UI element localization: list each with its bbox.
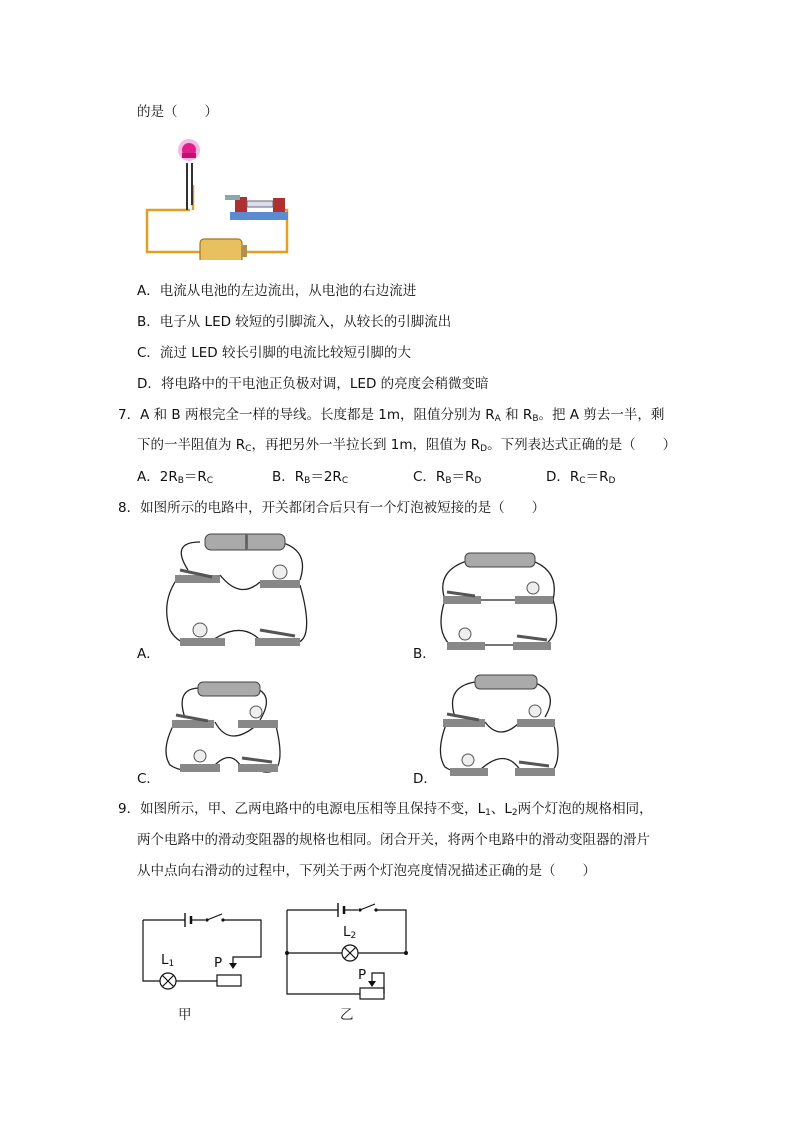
q8-label-c: C． xyxy=(137,771,160,787)
q7-option-c: C．$R_B=R_D$ xyxy=(413,469,482,486)
q6-option-d: D．将电路中的干电池正负极对调，LED 的亮度会稍微变暗 xyxy=(137,376,489,392)
led-circuit-figure xyxy=(135,135,305,260)
q7-option-a: A．$2R_B=R_C$ xyxy=(137,469,214,486)
q6-option-b: B．电子从 LED 较短的引脚流入，从较长的引脚流出 xyxy=(137,314,452,330)
q8-label-a: A． xyxy=(137,646,160,662)
q9-stem-line3: 从中点向右滑动的过程中，下列关于两个灯泡亮度情况描述正确的是（ ） xyxy=(137,863,596,879)
q7-option-d: D．$R_C=R_D$ xyxy=(546,469,616,486)
q9-yi-lamp-label: $L_2$ xyxy=(343,924,357,941)
q6-tail: 的是（ ） xyxy=(137,104,218,120)
q9-jia-slider-label: P xyxy=(214,955,223,971)
q9-yi-slider-label: P xyxy=(358,967,367,983)
q8-figure-a xyxy=(160,530,320,655)
q8-figure-c xyxy=(160,680,300,780)
q7-stem-line1: 7．A 和 B 两根完全一样的导线。长度都是 1m，阻值分别为 $R_A$ 和 $R_B$。把 A 剪去一半，剩 xyxy=(118,407,665,424)
q8-figure-b xyxy=(435,550,565,660)
q9-circuit-jia xyxy=(135,905,275,1000)
q6-option-c: C．流过 LED 较长引脚的电流比较短引脚的大 xyxy=(137,345,411,361)
q9-yi-caption: 乙 xyxy=(340,1007,354,1023)
q8-label-d: D． xyxy=(413,771,437,787)
q9-stem-line2: 两个电路中的滑动变阻器的规格也相同。闭合开关，将两个电路中的滑动变阻器的滑片 xyxy=(137,832,650,848)
q8-figure-d xyxy=(435,672,565,780)
q9-stem-line1: 9．如图所示，甲、乙两电路中的电源电压相等且保持不变，$L_1$、$L_2$两个灯泡的规格相同， xyxy=(118,801,653,818)
q7-option-b: B．$R_B=2R_C$ xyxy=(272,469,349,486)
q9-jia-caption: 甲 xyxy=(178,1007,192,1023)
q9-jia-lamp-label: $L_1$ xyxy=(161,952,175,969)
q6-option-a: A．电流从电池的左边流出，从电池的右边流进 xyxy=(137,283,417,299)
q8-label-b: B． xyxy=(413,646,436,662)
q8-stem: 8．如图所示的电路中，开关都闭合后只有一个灯泡被短接的是（ ） xyxy=(118,500,546,516)
q9-circuit-yi xyxy=(280,900,420,1005)
q7-stem-line2: 下的一半阻值为 $R_C$，再把另外一半拉长到 1m，阻值为 $R_D$。下列表达式正确的是（ ） xyxy=(137,437,677,454)
